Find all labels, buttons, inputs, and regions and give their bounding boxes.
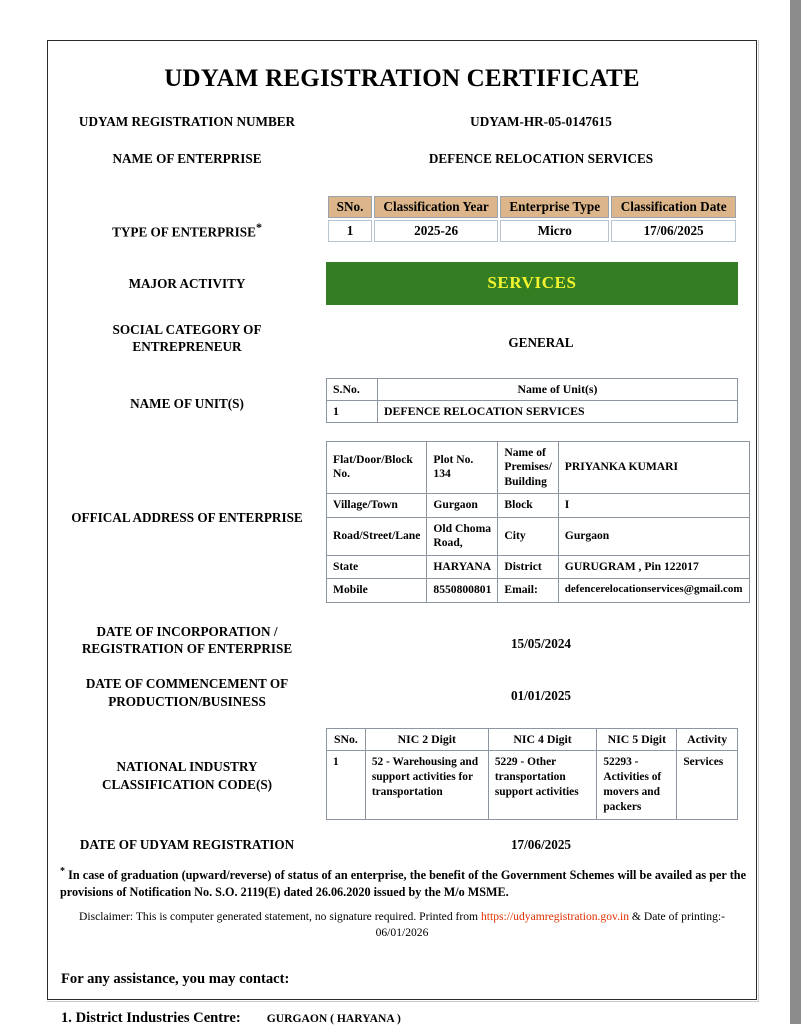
classification-table [326, 194, 738, 244]
classification-table-container [326, 194, 756, 244]
col-classification-year: Classification Year [374, 196, 498, 218]
label-premises-name: Name of Premises/ Building [498, 441, 558, 493]
major-activity-banner-container [326, 262, 756, 305]
label-date-commencement [48, 675, 326, 710]
label-date-udyam-registration: DATE OF UDYAM REGISTRATION [79, 836, 295, 852]
contact-item-district-industries-centre [48, 1010, 756, 1027]
row-name-of-units [48, 378, 756, 423]
disclaimer-middle: & Date of printing:- [629, 909, 725, 923]
table-row [327, 579, 750, 602]
label-date-incorporation-line2: REGISTRATION OF ENTERPRISE [81, 640, 293, 656]
cell-nic-4-digit: 5229 - Other transportation support activities [488, 751, 597, 819]
col-nic-4-digit: NIC 4 Digit [488, 729, 597, 751]
cell-nic-2-digit: 52 - Warehousing and support activities for transportation [365, 751, 488, 819]
row-official-address [48, 441, 756, 603]
major-activity-banner: SERVICES [326, 262, 738, 305]
value-registration-number: UDYAM-HR-05-0147615 [470, 114, 612, 129]
row-date-commencement [48, 675, 756, 710]
col-unit-sno: S.No. [327, 378, 378, 400]
address-table-container [326, 441, 768, 603]
footnote-marker-icon: * [255, 219, 262, 234]
label-date-commencement-line1: DATE OF COMMENCEMENT OF [85, 676, 289, 692]
value-email: defencerelocationservices@gmail.com [558, 579, 749, 602]
label-nic-codes-line2: CLASSIFICATION CODE(S) [101, 776, 273, 792]
disclaimer [48, 902, 756, 941]
row-nic-codes [48, 728, 756, 819]
address-table [326, 441, 750, 603]
row-date-udyam-registration [48, 836, 756, 853]
cell-unit-sno: 1 [327, 400, 378, 422]
cell-unit-name: DEFENCE RELOCATION SERVICES [378, 400, 738, 422]
table-row [328, 220, 736, 242]
contact-item-value: GURGAON ( HARYANA ) [266, 1011, 401, 1025]
label-official-address: OFFICAL ADDRESS OF ENTERPRISE [71, 509, 303, 525]
value-village-town: Gurgaon [427, 494, 498, 517]
cell-classification-year: 2025-26 [374, 220, 498, 242]
table-row [327, 555, 750, 578]
footnote-text: In case of graduation (upward/reverse) of status of an enterprise, the benefit of the Government Schemes will be availed as per the provisions of Notification No. S.O. 2119(E) dated 26.06.2020 issued by the M/o MSME. [60, 868, 746, 900]
label-email: Email: [498, 579, 558, 602]
table-row [327, 751, 738, 819]
label-date-commencement-line2: PRODUCTION/BUSINESS [108, 693, 266, 709]
table-row [327, 400, 738, 422]
label-social-category-line1: SOCIAL CATEGORY OF [112, 321, 262, 337]
value-premises-name: PRIYANKA KUMARI [558, 441, 749, 493]
row-enterprise-name [48, 150, 756, 167]
label-social-category-line2: ENTREPRENEUR [132, 339, 242, 355]
cell-nic-sno: 1 [327, 751, 366, 819]
value-social-category: GENERAL [508, 334, 574, 350]
value-road-street-lane: Old Choma Road, [427, 517, 498, 555]
col-enterprise-type: Enterprise Type [500, 196, 609, 218]
row-type-of-enterprise [48, 194, 756, 244]
value-district: GURUGRAM , Pin 122017 [558, 555, 749, 578]
udyam-portal-link[interactable]: https://udyamregistration.gov.in [480, 909, 629, 923]
value-enterprise-name: DEFENCE RELOCATION SERVICES [428, 151, 654, 167]
disclaimer-prefix: Disclaimer: This is computer generated statement, no signature required. Printed from [79, 909, 481, 923]
certificate-border-frame [47, 40, 757, 1026]
nic-table-container [326, 728, 756, 819]
col-nic-sno: SNo. [327, 729, 366, 751]
label-type-of-enterprise [48, 194, 326, 241]
page-title: UDYAM REGISTRATION CERTIFICATE [164, 65, 640, 92]
col-nic-2-digit: NIC 2 Digit [365, 729, 488, 751]
label-district: District [498, 555, 558, 578]
label-nic-codes [48, 728, 326, 793]
cell-sno: 1 [328, 220, 372, 242]
label-social-category [48, 321, 326, 356]
table-row [327, 441, 750, 493]
value-block: I [558, 494, 749, 517]
label-block: Block [498, 494, 558, 517]
table-header-row [328, 196, 736, 218]
label-mobile: Mobile [327, 579, 427, 602]
cell-enterprise-type: Micro [500, 220, 609, 242]
unit-table-container [326, 378, 756, 423]
unit-table [326, 378, 738, 423]
footnote-star-icon: * [60, 865, 65, 877]
table-row [327, 517, 750, 555]
label-major-activity: MAJOR ACTIVITY [128, 275, 246, 291]
value-date-incorporation: 15/05/2024 [510, 635, 572, 651]
row-date-incorporation [48, 623, 756, 658]
label-date-incorporation-line1: DATE OF INCORPORATION / [96, 623, 278, 639]
row-registration-number [48, 113, 756, 130]
col-nic-activity: Activity [677, 729, 738, 751]
cell-nic-5-digit: 52293 - Activities of movers and packers [597, 751, 677, 819]
nic-table [326, 728, 738, 819]
disclaimer-print-date: 06/01/2026 [375, 925, 429, 939]
label-name-of-units: NAME OF UNIT(S) [130, 395, 244, 411]
label-registration-number: UDYAM REGISTRATION NUMBER [78, 114, 296, 129]
table-header-row [327, 729, 738, 751]
label-date-incorporation [48, 623, 326, 658]
table-row [327, 494, 750, 517]
value-city: Gurgaon [558, 517, 749, 555]
label-nic-codes-line1: NATIONAL INDUSTRY [116, 759, 258, 775]
value-date-commencement: 01/01/2025 [510, 688, 572, 704]
contact-heading: For any assistance, you may contact: [61, 970, 290, 987]
value-date-udyam-registration: 17/06/2025 [510, 836, 572, 852]
label-road-street-lane: Road/Street/Lane [327, 517, 427, 555]
value-flat-door-block: Plot No. 134 [427, 441, 498, 493]
footnote-graduation-note [48, 865, 756, 902]
table-header-row [327, 378, 738, 400]
col-classification-date: Classification Date [611, 196, 736, 218]
label-enterprise-name: NAME OF ENTERPRISE [112, 151, 262, 167]
cell-classification-date: 17/06/2025 [611, 220, 736, 242]
row-major-activity [48, 262, 756, 305]
value-mobile: 8550800801 [427, 579, 498, 602]
label-flat-door-block: Flat/Door/Block No. [327, 441, 427, 493]
col-unit-name: Name of Unit(s) [378, 378, 738, 400]
cell-nic-activity: Services [677, 751, 738, 819]
label-type-of-enterprise-text: TYPE OF ENTERPRISE [112, 224, 256, 240]
contact-item-label: 1. District Industries Centre: [61, 1009, 241, 1026]
row-social-category [48, 321, 756, 356]
value-state: HARYANA [427, 555, 498, 578]
col-sno: SNo. [328, 196, 372, 218]
label-city: City [498, 517, 558, 555]
viewer-edge-strip [790, 0, 801, 1024]
label-village-town: Village/Town [327, 494, 427, 517]
label-state: State [327, 555, 427, 578]
col-nic-5-digit: NIC 5 Digit [597, 729, 677, 751]
